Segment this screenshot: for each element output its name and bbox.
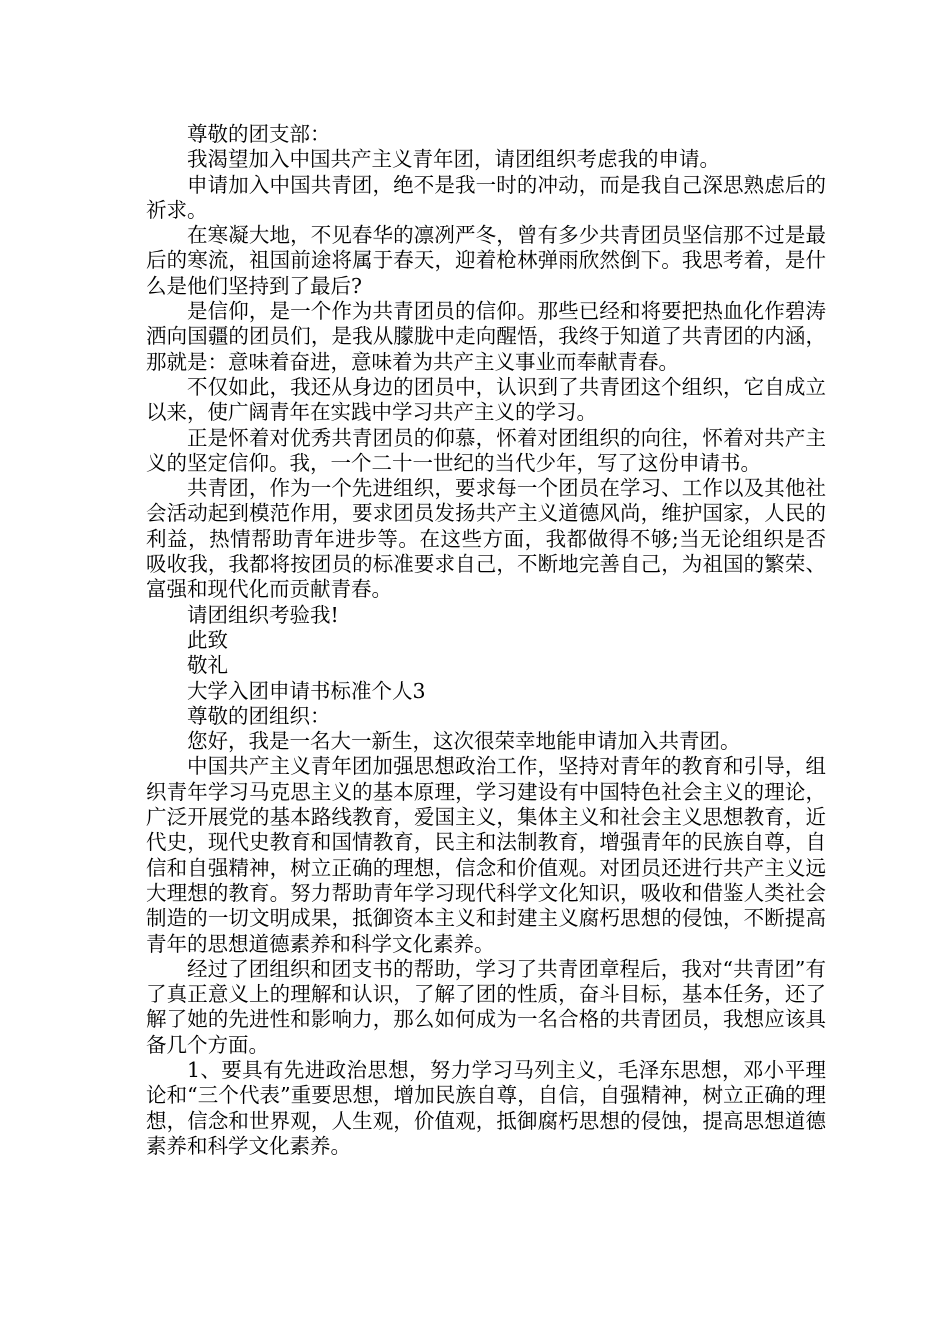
paragraph-test-me: 请团组织考验我! (187, 602, 339, 627)
paragraph-understanding: 经过了团组织和团支书的帮助，学习了共青团章程后，我对“共青团”有了真正意义上的理解和认识，了解了团的性质，奋斗目标，基本任务，还了解了她的先进性和影响力，那么如何成为一名合格的共青团员，我想应该具备几个方面。 (146, 956, 826, 1057)
paragraph-winter: 在寒凝大地，不见春华的凛冽严冬，曾有多少共青团员坚信那不过是最后的寒流，祖国前途将属于春天，迎着枪林弹雨欣然倒下。我思考着，是什么是他们坚持到了最后? (146, 223, 826, 298)
closing-cizhi: 此致 (187, 627, 228, 652)
document-page (146, 122, 826, 1159)
paragraph-league-work: 中国共产主义青年团加强思想政治工作，坚持对青年的教育和引导，组织青年学习马克思主义的基本原理，学习建设有中国特色社会主义的理论，广泛开展党的基本路线教育，爱国主义，集体主义和社会主义思想教育，近代史，现代史教育和国情教育，民主和法制教育，增强青年的民族自尊，自信和自强精神，树立正确的理想，信念和价值观。对团员还进行共产主义远大理想的教育。努力帮助青年学习现代科学文化知识，吸收和借鉴人类社会制造的一切文明成果，抵御资本主义和封建主义腐朽思想的侵蚀，不断提高青年的思想道德素养和科学文化素养。 (146, 754, 826, 956)
paragraph-faith: 是信仰，是一个作为共青团员的信仰。那些已经和将要把热血化作碧涛洒向国疆的团员们，是我从朦胧中走向醒悟，我终于知道了共青团的内涵，那就是：意味着奋进，意味着为共产主义事业而奉献青春。 (146, 299, 826, 374)
paragraph-greeting: 您好，我是一名大一新生，这次很荣幸地能申请加入共青团。 (187, 729, 741, 754)
section-title: 大学入团申请书标准个人3 (187, 678, 426, 703)
paragraph-members: 不仅如此，我还从身边的团员中，认识到了共青团这个组织，它自成立以来，使广阔青年在实践中学习共产主义的学习。 (146, 374, 826, 425)
paragraph-point-1: 1、要具有先进政治思想，努力学习马列主义，毛泽东思想，邓小平理论和“三个代表”重要思想，增加民族自尊，自信，自强精神，树立正确的理想，信念和世界观，人生观，价值观，抵御腐朽思想的侵蚀，提高思想道德素养和科学文化素养。 (146, 1057, 826, 1158)
closing-jingli: 敬礼 (187, 653, 228, 678)
paragraph-deliberate: 申请加入中国共青团，绝不是我一时的冲动，而是我自己深思熟虑后的祈求。 (146, 172, 826, 222)
paragraph-admiration: 正是怀着对优秀共青团员的仰慕，怀着对团组织的向往，怀着对共产主义的坚定信仰。我，一个二十一世纪的当代少年，写了这份申请书。 (146, 425, 826, 475)
paragraph-desire: 我渴望加入中国共产主义青年团，请团组织考虑我的申请。 (187, 147, 720, 172)
paragraph-requirements: 共青团，作为一个先进组织，要求每一个团员在学习、工作以及其他社会活动起到模范作用，要求团员发扬共产主义道德风尚，维护国家，人民的利益，热情帮助青年进步等。在这些方面，我都做得不够;当无论组织是否吸收我，我都将按团员的标准要求自己，不断地完善自己，为祖国的繁荣、富强和现代化而贡献青春。 (146, 476, 826, 602)
salutation-organization: 尊敬的团组织： (187, 703, 331, 728)
salutation-branch: 尊敬的团支部： (187, 122, 331, 146)
